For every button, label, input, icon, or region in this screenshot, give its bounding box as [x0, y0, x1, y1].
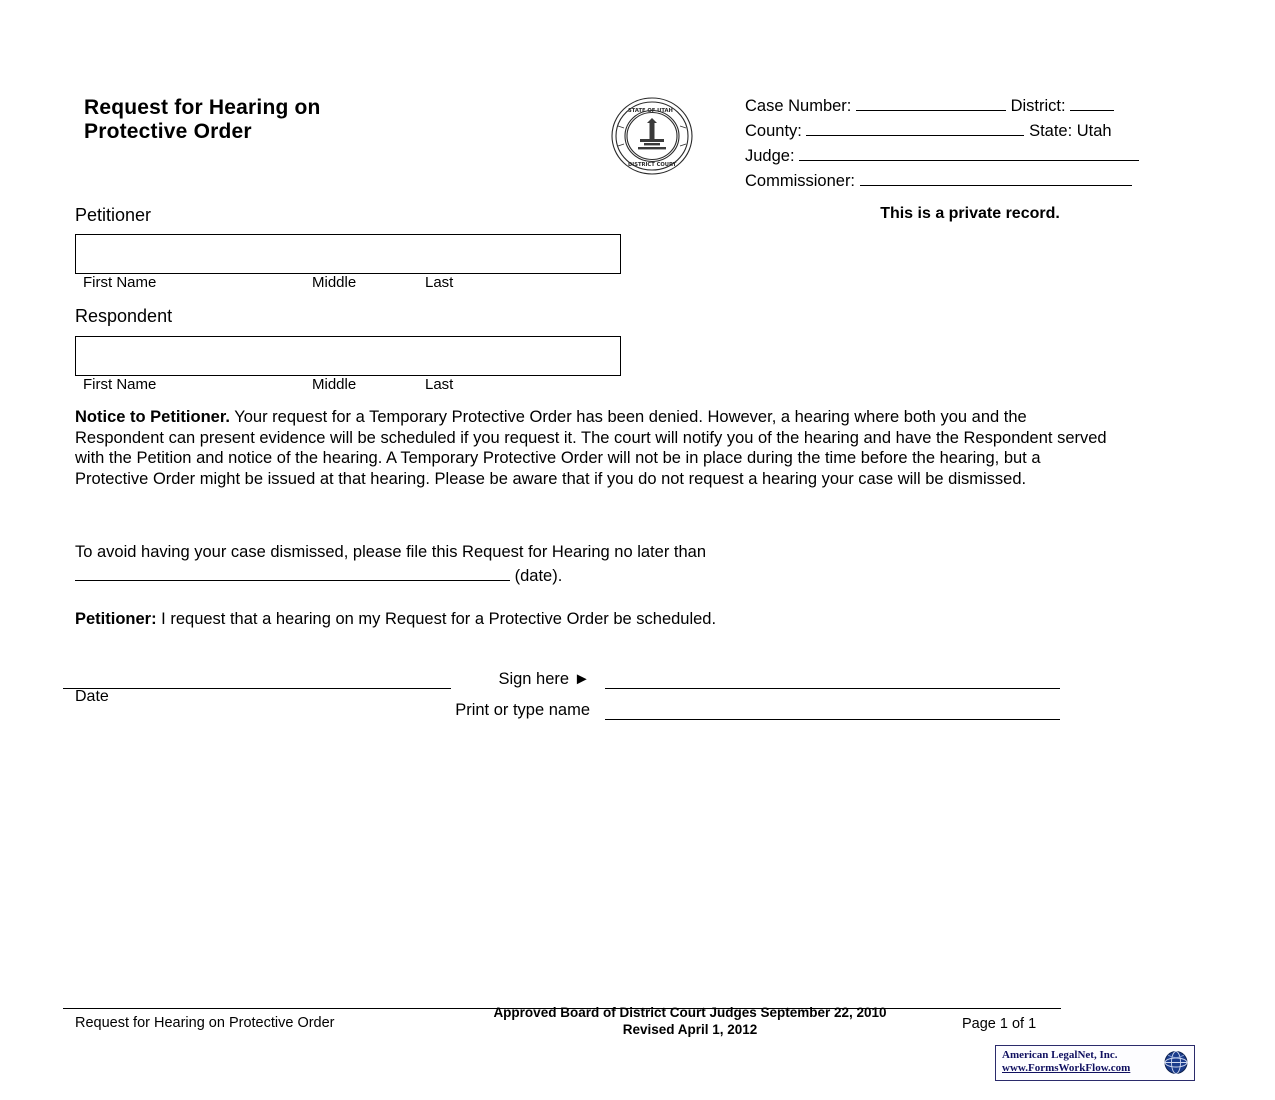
petitioner-last-name-label: Last: [425, 274, 454, 291]
case-number-input[interactable]: [856, 95, 1006, 111]
petitioner-middle-name-label: Middle: [312, 274, 357, 291]
footer-approved-line: Approved Board of District Court Judges September 22, 2010: [493, 1005, 887, 1020]
petitioner-label: Petitioner: [75, 205, 152, 225]
respondent-name-sublabels: [75, 376, 619, 394]
globe-icon: [1162, 1049, 1190, 1076]
case-number-label: Case Number:: [745, 97, 852, 115]
american-legalnet-stamp: [995, 1045, 1195, 1081]
judge-input[interactable]: [799, 145, 1139, 161]
respondent-last-name-label: Last: [425, 376, 454, 393]
petitioner-first-name-label: First Name: [83, 274, 157, 291]
stamp-text: [1002, 1049, 1152, 1075]
footer-page-number: Page 1 of 1: [962, 1016, 1037, 1032]
state-label: State: Utah: [1029, 122, 1112, 140]
notice-to-petitioner-paragraph: [75, 407, 1115, 489]
respondent-first-name-label: First Name: [83, 376, 157, 393]
petitioner-name-sublabels: [75, 274, 619, 292]
private-record-notice: This is a private record.: [880, 205, 1060, 222]
district-label: District:: [1010, 97, 1066, 115]
footer-approval: [380, 1004, 1000, 1038]
footer-form-name: Request for Hearing on Protective Order: [75, 1015, 335, 1031]
print-name-input[interactable]: [605, 719, 1060, 720]
petitioner-request-paragraph: [75, 610, 1135, 629]
utah-district-court-seal-icon: [588, 96, 716, 176]
judge-line: [745, 144, 1195, 169]
respondent-label: Respondent: [75, 306, 173, 326]
page-title-line1: Request for Hearing on: [84, 96, 321, 119]
county-line: [745, 119, 1195, 144]
case-number-line: [745, 94, 1195, 119]
commissioner-line: [745, 169, 1195, 194]
judge-label: Judge:: [745, 147, 795, 165]
case-caption-block: [745, 94, 1195, 194]
county-input[interactable]: [806, 120, 1024, 136]
signature-date-label: Date: [75, 688, 109, 705]
county-label: County:: [745, 122, 802, 140]
commissioner-label: Commissioner:: [745, 172, 856, 190]
page-title: [84, 96, 514, 144]
petitioner-request-heading: Petitioner:: [75, 610, 157, 628]
print-name-label: Print or type name: [455, 701, 590, 719]
sign-here-label: Sign here ►: [498, 670, 590, 688]
footer-revised-line: Revised April 1, 2012: [622, 1022, 758, 1037]
deadline-paragraph: [75, 540, 1115, 588]
page-title-line2: Protective Order: [84, 120, 252, 143]
svg-text:DISTRICT COURT: DISTRICT COURT: [628, 162, 677, 168]
stamp-company: American LegalNet, Inc.: [1002, 1049, 1118, 1061]
respondent-name-input[interactable]: [75, 336, 621, 376]
notice-body-text: Your request for a Temporary Protective Order has been denied. However, a hearing where both you and the Respondent can present evidence will be scheduled if you request it. The court will notify you of the hearing and have the Respondent served with the Petition and notice of the hearing. A Temporary Protective Order will not be in place during the time before the hearing, but a Protective Order might be issued at that hearing. Please be aware that if you do not request a hearing your case will be dismissed.: [75, 408, 1107, 488]
deadline-date-input[interactable]: [75, 566, 510, 581]
deadline-date-suffix: (date).: [514, 567, 563, 585]
commissioner-input[interactable]: [860, 170, 1132, 186]
notice-heading: Notice to Petitioner.: [75, 408, 230, 426]
svg-text:STATE OF UTAH: STATE OF UTAH: [628, 108, 673, 114]
signature-input[interactable]: [605, 688, 1060, 689]
petitioner-request-text: I request that a hearing on my Request for a Protective Order be scheduled.: [156, 610, 717, 628]
respondent-middle-name-label: Middle: [312, 376, 357, 393]
deadline-text: To avoid having your case dismissed, please file this Request for Hearing no later than: [75, 543, 707, 561]
petitioner-name-input[interactable]: [75, 234, 621, 274]
district-input[interactable]: [1070, 95, 1114, 111]
stamp-url[interactable]: www.FormsWorkFlow.com: [1002, 1062, 1131, 1074]
